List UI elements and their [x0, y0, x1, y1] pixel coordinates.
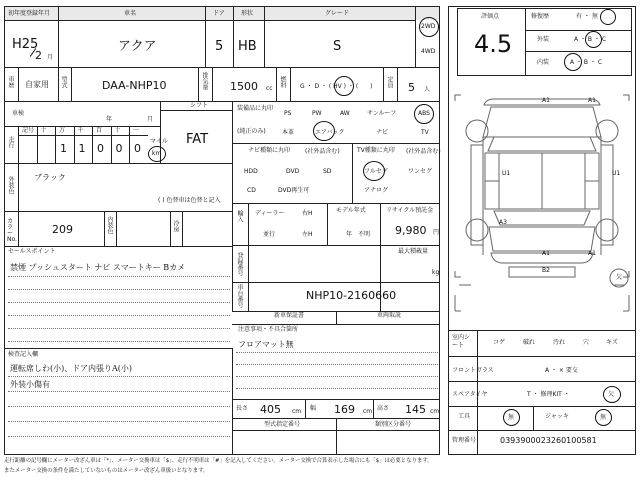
capacity-value: 5: [408, 81, 415, 94]
import-label: 輸入: [236, 210, 243, 222]
grade-value: S: [333, 39, 342, 54]
seat-yogore: 汚れ: [553, 339, 566, 346]
height-unit: cm: [430, 408, 440, 415]
spare-label: スペアタイヤ: [452, 391, 488, 398]
fuel-hv-circle: [334, 76, 354, 96]
repair-label: 修復歴: [531, 13, 550, 20]
seat-kizu: キズ: [606, 339, 618, 346]
repair-options: 有 ・ 無: [576, 13, 598, 20]
shift-value: FAT: [186, 132, 209, 147]
score-exterior-b-circle: [585, 31, 602, 48]
mgmt-value: 0393900023260100581: [500, 436, 597, 445]
fuel-options: G ・ D ・ ( HV ) ・ ( ): [300, 83, 373, 90]
use-label: 車歴: [7, 76, 14, 88]
mileage-header-3: 千: [77, 127, 84, 134]
mileage-header-1: 十: [40, 127, 47, 134]
sales-point-text: 禁煙 プッシュスタート ナビ スマートキー Bカメ: [10, 263, 186, 272]
tv-oneseg: ワンセグ: [408, 168, 433, 175]
tv-fullseg: フルセグ: [364, 168, 388, 175]
model-value: DAA-NHP10: [102, 79, 167, 92]
score-interior-a-circle: [564, 53, 582, 71]
docs-manual: 車両取説: [377, 312, 402, 319]
jack-label: ジャッキ: [545, 413, 569, 420]
model-year-value: 年 不明: [346, 231, 371, 238]
color-no-value: 209: [52, 223, 73, 236]
interior-seat-label: 室内シート: [452, 334, 471, 350]
docs-warranty: 新車保証書: [274, 312, 305, 319]
width-value: 169: [334, 403, 355, 416]
height-value: 145: [405, 403, 426, 416]
length-unit: cm: [292, 408, 302, 415]
equipment-aw: AW: [340, 110, 350, 117]
first-reg-label: 初年度登録年月: [8, 10, 51, 17]
recycle-unit: 円: [433, 229, 440, 236]
shape-label: 形状: [241, 10, 254, 17]
length-value: 405: [260, 403, 281, 416]
import-left: 左H: [302, 231, 313, 238]
model-year-label: モデル年式: [336, 207, 366, 214]
equipment-pw: PW: [312, 110, 322, 117]
max-load-unit: kg: [432, 269, 440, 276]
exterior-color: ブラック: [34, 173, 66, 182]
score-interior-options: A ・ B ・ C: [570, 59, 603, 66]
front-glass-label: フロントガラス: [452, 367, 494, 374]
equipment-tv: TV: [421, 129, 429, 136]
diag-mark-6: A1: [542, 250, 550, 257]
mgmt-label: 管理番号: [452, 437, 477, 444]
diag-mark-7: B2: [542, 267, 550, 274]
class-label: 類別区分番号: [375, 421, 412, 428]
equipment-sunroof: サンルーフ: [367, 110, 397, 117]
type-designation-label: 型式指定番号: [264, 421, 301, 428]
width-label: 幅: [310, 405, 317, 412]
inspection-label: 車検: [12, 110, 25, 117]
mileage-header-4: 百: [96, 127, 103, 134]
footer-line2: またメーター交換の条件を満たしていないものはメーター改ざん車扱いとなります。: [4, 468, 209, 474]
drive-2wd: 2WD: [421, 23, 436, 30]
mileage-digit-3: 0: [115, 142, 123, 155]
max-load-label: 最大積載量: [398, 248, 429, 255]
notes-text: フロアマット無: [238, 340, 294, 349]
recycle-label: リサイクル預託金: [386, 207, 434, 214]
mileage-unit-km: km: [152, 150, 162, 157]
diag-mark-2: A1: [588, 97, 596, 104]
inspection-month-unit: 月: [147, 116, 154, 123]
navi-label: ナビ種類に丸印: [248, 147, 291, 154]
model-label: 型式: [60, 76, 67, 88]
repair-none-circle: [600, 9, 616, 25]
navi-hdd: HDD: [244, 168, 258, 175]
first-reg-month: 2: [35, 49, 42, 62]
inspector-notes-line1: 運転席しわ(小)、ドア内張りA(小): [10, 364, 133, 373]
navi-dvd-play: DVD再生可: [278, 187, 310, 194]
import-right: 右H: [302, 210, 313, 217]
reg-no-label: 登録番号: [236, 252, 243, 276]
chassis-label: 車台番号: [236, 284, 243, 308]
displacement-label: 排気量: [201, 72, 208, 90]
tv-analog: アナログ: [364, 187, 389, 194]
tools-label: 工具: [458, 413, 471, 420]
seat-koge: コゲ: [493, 339, 506, 346]
import-parallel: 並行: [263, 231, 276, 238]
shape-value: HB: [238, 39, 257, 54]
seat-yabure: 破れ: [523, 339, 536, 346]
navi-cd: CD: [247, 187, 256, 194]
grade-label: グレード: [325, 10, 350, 17]
front-glass-options: A ・ × 要交: [545, 367, 578, 374]
equipment-airbag: エアバック: [315, 129, 345, 136]
navi-sd: SD: [323, 168, 332, 175]
car-damage-diagram: [449, 85, 635, 325]
score-value: 4.5: [474, 30, 513, 58]
mileage-header-6: 一: [133, 127, 140, 134]
navi-sublabel: (社外品含む): [305, 148, 340, 155]
mileage-digit-4: 0: [134, 142, 141, 155]
equipment-navi: ナビ: [376, 129, 389, 136]
mileage-digit-0: 1: [60, 142, 67, 155]
tools-value: 無: [508, 414, 515, 421]
equipment-sublabel: (純正のみ): [237, 128, 266, 135]
seat-ana: 穴: [583, 339, 590, 346]
fuel-label: 燃料: [279, 76, 286, 88]
import-dealer: ディーラー: [255, 210, 285, 217]
equipment-label: 装備品に丸印: [237, 105, 274, 112]
aircon-label: 冷房: [172, 220, 179, 232]
mileage-label: 走行: [7, 136, 14, 148]
drive-4wd: 4WD: [421, 48, 436, 55]
diag-mark-8: A1: [588, 250, 596, 257]
equipment-leather: 本革: [282, 129, 295, 136]
score-label: 評価点: [481, 13, 500, 20]
interior-color-label: 内装色: [106, 216, 113, 234]
door-label: ドア: [213, 10, 225, 17]
mileage-digit-2: 0: [97, 142, 104, 155]
chassis-value: NHP10-2160660: [306, 289, 397, 302]
tv-label: TV種類に丸印: [357, 147, 395, 154]
first-reg-month-unit: 月: [47, 54, 54, 61]
inspector-notes-line2: 外装小傷有: [10, 380, 50, 389]
car-name: アクア: [118, 39, 157, 54]
mileage-unit-mile: マイル: [150, 138, 168, 145]
notes-label: 注意事項・不具合箇所: [238, 326, 299, 333]
recycle-value: 9,980: [395, 224, 427, 237]
capacity-unit: 人: [424, 86, 431, 93]
height-label: 高さ: [377, 405, 390, 412]
spare-selected: 欠: [608, 391, 615, 398]
footer-line1: 走行距離の記号欄にメーター改ざん車は「*」、メーター交換車は「$」、走行不明車は「#」を記入してください。メーター交換で合算表示した場合にも「$」は必要となります。: [4, 458, 433, 464]
mileage-header-5: 十: [114, 127, 121, 134]
diag-mark-1: A1: [542, 97, 550, 104]
diag-mark-3: U1: [502, 170, 511, 177]
doors-value: 5: [215, 39, 224, 54]
width-unit: cm: [363, 408, 373, 415]
exterior-note: ( ) 色替車は色替と記入: [158, 197, 221, 204]
equipment-abs: ABS: [418, 110, 430, 117]
mileage-digit-1: 1: [78, 142, 86, 155]
jack-value: 無: [600, 414, 607, 421]
mileage-header-2: 万: [59, 127, 66, 134]
diag-mark-4: U1: [612, 170, 621, 177]
color-no-label: カラーNo.: [7, 218, 17, 243]
sales-point-label: セールスポイント: [8, 248, 56, 255]
diag-side-label: 欠: [616, 274, 623, 281]
inspector-notes-label: 検査記入欄: [8, 351, 39, 358]
car-name-label: 車名: [124, 10, 137, 17]
length-label: 長さ: [236, 405, 249, 412]
inspection-year-unit: 年: [106, 116, 113, 123]
mileage-header-0: 記号: [22, 127, 35, 134]
exterior-label: 外装色: [7, 176, 14, 194]
shift-label: シフト: [190, 102, 209, 109]
tv-sublabel: (社外品含む): [406, 148, 441, 155]
equipment-ps: PS: [284, 110, 292, 117]
use-value: 自家用: [25, 80, 49, 89]
score-exterior-label: 外装: [537, 36, 550, 43]
capacity-label: 定員: [386, 76, 393, 88]
score-interior-label: 内装: [537, 59, 550, 66]
diag-mark-5: A3: [499, 219, 507, 226]
score-exterior-options: A ・ B ・ C: [574, 36, 607, 43]
first-reg-era: H25: [12, 37, 39, 52]
spare-options: T ・ 修理KIT ・: [527, 391, 570, 398]
navi-dvd: DVD: [286, 168, 300, 175]
displacement-value: 1500: [230, 80, 258, 93]
displacement-unit: cc: [266, 85, 273, 92]
